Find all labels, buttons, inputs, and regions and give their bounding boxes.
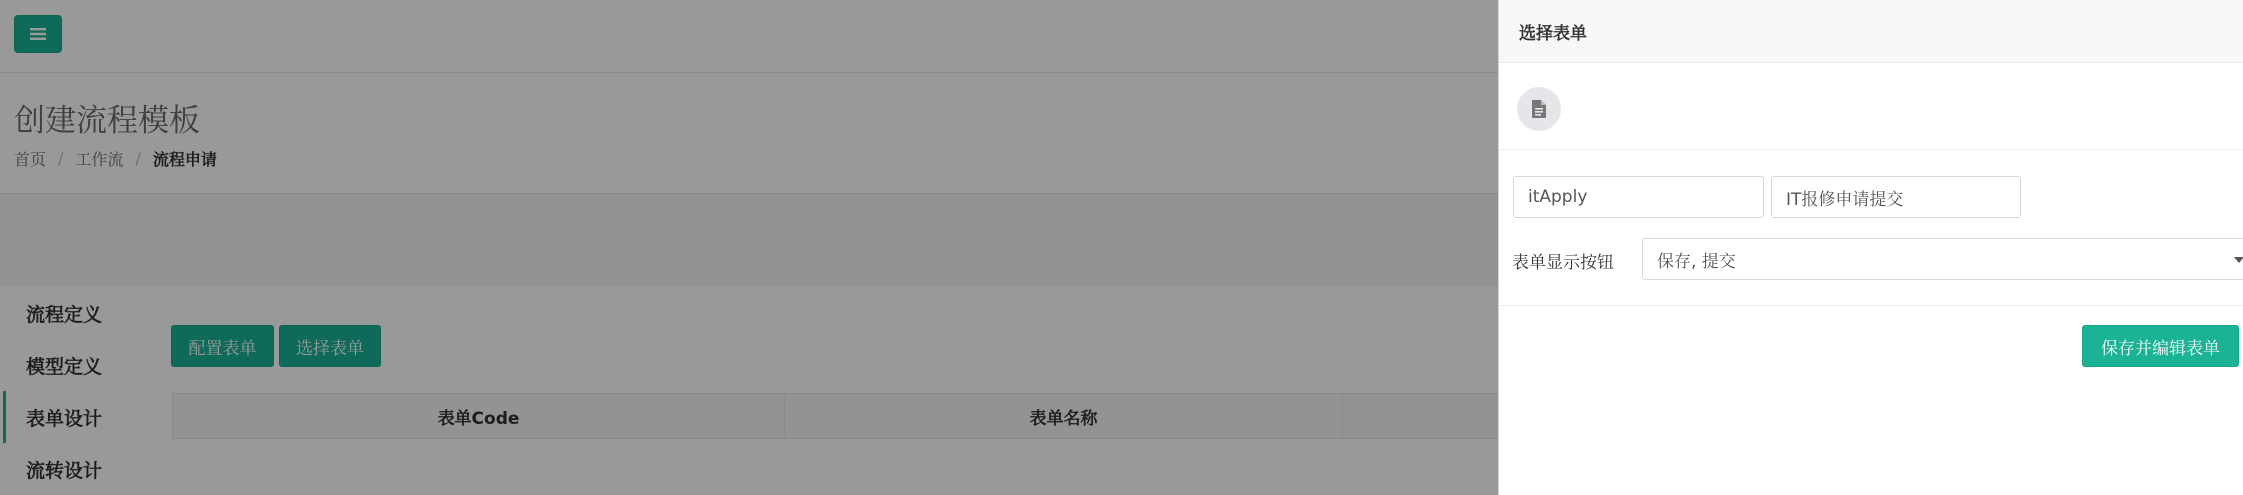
chevron-down-icon	[2234, 257, 2243, 263]
file-text-icon	[1532, 100, 1546, 118]
form-name-input[interactable]	[1771, 176, 2021, 218]
tab-form-design[interactable]: 表单设计	[3, 391, 153, 443]
breadcrumb-separator: /	[135, 149, 141, 168]
breadcrumb-separator: /	[58, 149, 64, 168]
form-buttons-value: 保存, 提交	[1657, 251, 1736, 272]
form-code-input[interactable]	[1513, 176, 1764, 218]
breadcrumb-current: 流程申请	[152, 150, 217, 169]
drawer-title: 选择表单	[1519, 24, 1587, 44]
form-buttons-label: 表单显示按钮	[1512, 253, 1614, 273]
column-form-name: 表单名称	[785, 394, 1343, 438]
tab-process-definition[interactable]: 流程定义	[26, 303, 103, 326]
breadcrumb-workflow[interactable]: 工作流	[75, 150, 124, 169]
form-icon-badge	[1517, 87, 1561, 131]
configure-form-button[interactable]: 配置表单	[171, 325, 274, 367]
form-buttons-select[interactable]	[1642, 238, 2243, 280]
column-form-code: 表单Code	[173, 394, 785, 438]
tab-model-definition[interactable]: 模型定义	[26, 355, 103, 378]
select-form-drawer	[1498, 0, 2243, 495]
drawer-header	[1499, 0, 2243, 63]
page-title: 创建流程模板	[14, 103, 200, 139]
breadcrumb-home[interactable]: 首页	[14, 150, 47, 169]
save-and-edit-form-button[interactable]: 保存并编辑表单	[2082, 325, 2239, 367]
select-form-button[interactable]: 选择表单	[279, 325, 381, 367]
drawer-divider	[1499, 305, 2243, 306]
tab-flow-design[interactable]: 流转设计	[26, 459, 103, 482]
drawer-divider	[1499, 149, 2243, 150]
